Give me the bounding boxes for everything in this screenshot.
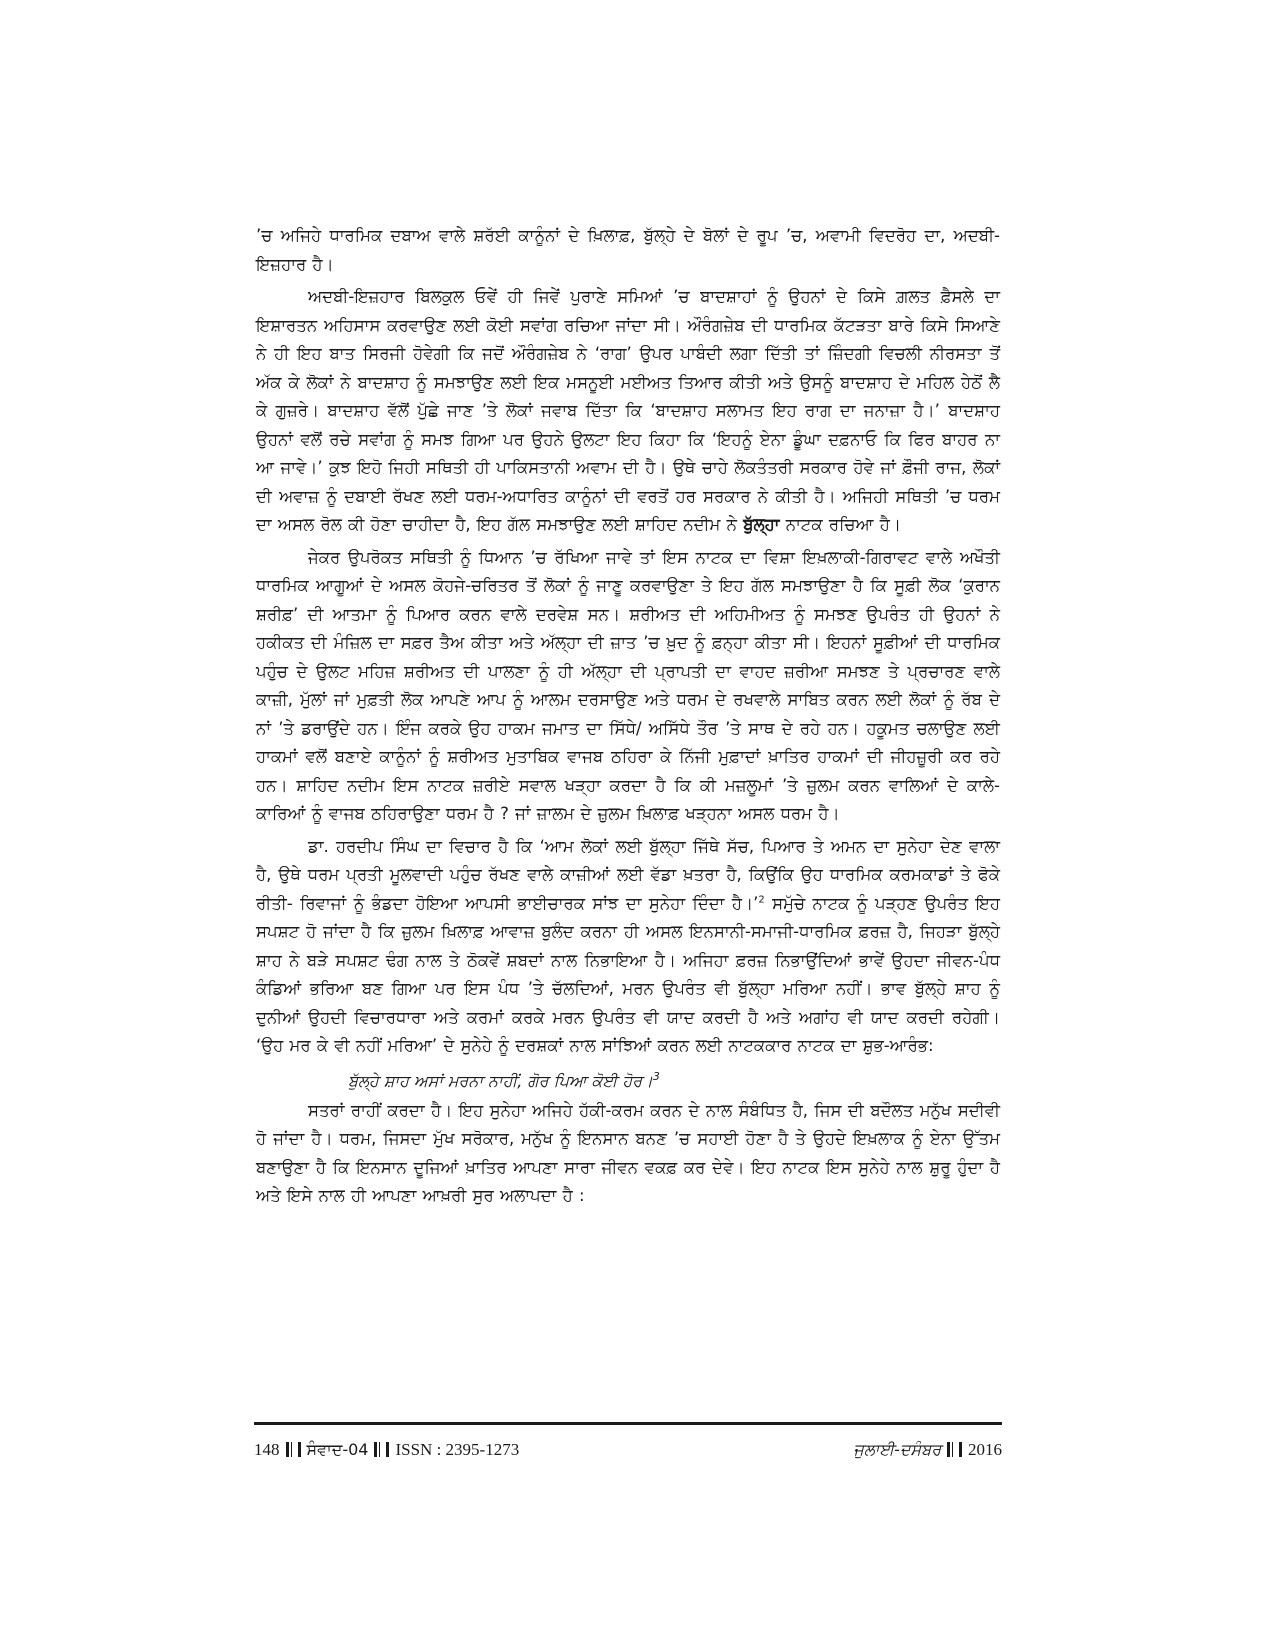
paragraph-2 xyxy=(256,283,1000,540)
separator-icon xyxy=(374,1442,389,1457)
separator-icon xyxy=(947,1442,962,1457)
footnote-ref-2[interactable]: 2 xyxy=(758,894,765,905)
publication-period: ਜੁਲਾਈ-ਦਸੰਬਰ xyxy=(853,1440,941,1459)
footnote-ref-3[interactable]: 3 xyxy=(652,1069,660,1083)
issn: ISSN : 2395-1273 xyxy=(395,1440,520,1459)
paragraph-5: ਸਤਰਾਂ ਰਾਹੀਂ ਕਰਦਾ ਹੈ। ਇਹ ਸੁਨੇਹਾ ਅਜਿਹੇ ਹੱਕੀ-ਕਰਮ ਕਰਨ ਦੇ ਨਾਲ ਸੰਬੰਧਿਤ ਹੈ, ਜਿਸ ਦੀ ਬਦੌਲਤ ਮਨੁੱਖ ਸਦੀਵੀ ਹੋ ਜਾਂਦਾ ਹੈ। ਧਰਮ, ਜਿਸਦਾ ਮੁੱਖ ਸਰੋਕਾਰ, ਮਨੁੱਖ ਨੂੰ ਇਨਸਾਨ ਬਨਣ ’ਚ ਸਹਾਈ ਹੋਣਾ ਹੈ ਤੇ ਉਹਦੇ ਇਖ਼ਲਾਕ ਨੂੰ ਏਨਾ ਉੱਤਮ ਬਣਾਉਣਾ ਹੈ ਕਿ ਇਨਸਾਨ ਦੂਜਿਆਂ ਖ਼ਾਤਿਰ ਆਪਣਾ ਸਾਰਾ ਜੀਵਨ ਵਕਫ਼ ਕਰ ਦੇਵੇ। ਇਹ ਨਾਟਕ ਇਸ ਸੁਨੇਹੇ ਨਾਲ ਸ਼ੁਰੂ ਹੁੰਦਾ ਹੈ ਅਤੇ ਇਸੇ ਨਾਲ ਹੀ ਆਪਣਾ ਆਖ਼ਰੀ ਸੁਰ ਅਲਾਪਦਾ ਹੈ : xyxy=(256,1100,1000,1206)
paragraph-2-text: ਅਦਬੀ-ਇਜ਼ਹਾਰ ਬਿਲਕੁਲ ਓਵੇਂ ਹੀ ਜਿਵੇਂ ਪੁਰਾਣੇ ਸਮਿਆਂ ’ਚ ਬਾਦਸ਼ਾਹਾਂ ਨੂੰ ਉਹਨਾਂ ਦੇ ਕਿਸੇ ਗ਼ਲਤ ਫ਼ੈਸਲੇ ਦਾ ਇਸ਼ਾਰਤਨ ਅਹਿਸਾਸ ਕਰਵਾਉਣ ਲਈ ਕੋਈ ਸਵਾਂਗ ਰਚਿਆ ਜਾਂਦਾ ਸੀ। ਔਰੰਗਜ਼ੇਬ ਦੀ ਧਾਰਮਿਕ ਕੱਟੜਤਾ ਬਾਰੇ ਕਿਸੇ ਸਿਆਣੇ ਨੇ ਹੀ ਇਹ ਬਾਤ ਸਿਰਜੀ ਹੋਵੇਗੀ ਕਿ ਜਦੋਂ ਔਰੰਗਜ਼ੇਬ ਨੇ ‘ਰਾਗ’ ਉਪਰ ਪਾਬੰਦੀ ਲਗਾ ਦਿੱਤੀ ਤਾਂ ਜ਼ਿੰਦਗੀ ਵਿਚਲੀ ਨੀਰਸਤਾ ਤੋਂ ਅੱਕ ਕੇ ਲੋਕਾਂ ਨੇ ਬਾਦਸ਼ਾਹ ਨੂੰ ਸਮਝਾਉਣ ਲਈ ਇਕ ਮਸਨੂਈ ਮਈਅਤ ਤਿਆਰ ਕੀਤੀ ਅਤੇ ਉਸਨੂੰ ਬਾਦਸ਼ਾਹ ਦੇ ਮਹਿਲ ਹੇਠੋਂ ਲੈ ਕੇ ਗੁਜ਼ਰੇ। ਬਾਦਸ਼ਾਹ ਵੱਲੋਂ ਪੁੱਛੇ ਜਾਣ ’ਤੇ ਲੋਕਾਂ ਜਵਾਬ ਦਿੱਤਾ ਕਿ ‘ਬਾਦਸ਼ਾਹ ਸਲਾਮਤ ਇਹ ਰਾਗ ਦਾ ਜਨਾਜ਼ਾ ਹੈ।’ ਬਾਦਸ਼ਾਹ ਉਹਨਾਂ ਵਲੋਂ ਰਚੇ ਸਵਾਂਗ ਨੂੰ ਸਮਝ ਗਿਆ ਪਰ ਉਹਨੇ ਉਲਟਾ ਇਹ ਕਿਹਾ ਕਿ ‘ਇਹਨੂੰ ਏਨਾ ਡੂੰਘਾ ਦਫ਼ਨਾਓ ਕਿ ਫਿਰ ਬਾਹਰ ਨਾ ਆ ਜਾਵੇ।’ ਕੁਝ ਇਹੋ ਜਿਹੀ ਸਥਿਤੀ ਹੀ ਪਾਕਿਸਤਾਨੀ ਅਵਾਮ ਦੀ ਹੈ। ਉਥੇ ਚਾਹੇ ਲੋਕਤੰਤਰੀ ਸਰਕਾਰ ਹੋਵੇ ਜਾਂ ਫ਼ੌਜੀ ਰਾਜ, ਲੋਕਾਂ ਦੀ ਅਵਾਜ਼ ਨੂੰ ਦਬਾਈ ਰੱਖਣ ਲਈ ਧਰਮ-ਅਧਾਰਿਤ ਕਾਨੂੰਨਾਂ ਦੀ ਵਰਤੋਂ ਹਰ ਸਰਕਾਰ ਨੇ ਕੀਤੀ ਹੈ। ਅਜਿਹੀ ਸਥਿਤੀ ’ਚ ਧਰਮ ਦਾ ਅਸਲ ਰੋਲ ਕੀ ਹੋਣਾ ਚਾਹੀਦਾ ਹੈ, ਇਹ ਗੱਲ ਸਮਝਾਉਣ ਲਈ ਸ਼ਾਹਿਦ ਨਦੀਮ ਨੇ xyxy=(256,287,1000,534)
page-number: 148 xyxy=(254,1440,280,1459)
page-body xyxy=(256,222,1000,1215)
paragraph-3: ਜੇਕਰ ਉਪਰੋਕਤ ਸਥਿਤੀ ਨੂੰ ਧਿਆਨ ’ਚ ਰੱਖਿਆ ਜਾਵੇ ਤਾਂ ਇਸ ਨਾਟਕ ਦਾ ਵਿਸ਼ਾ ਇਖ਼ਲਾਕੀ-ਗਿਰਾਵਟ ਵਾਲੇ ਅਖੌਤੀ ਧਾਰਮਿਕ ਆਗੂਆਂ ਦੇ ਅਸਲ ਕੋਹਜੇ-ਚਰਿਤਰ ਤੋਂ ਲੋਕਾਂ ਨੂੰ ਜਾਣੂ ਕਰਵਾਉਣਾ ਤੇ ਇਹ ਗੱਲ ਸਮਝਾਉਣਾ ਹੈ ਕਿ ਸੂਫ਼ੀ ਲੋਕ ‘ਕੁਰਾਨ ਸ਼ਰੀਫ਼’ ਦੀ ਆਤਮਾ ਨੂੰ ਪਿਆਰ ਕਰਨ ਵਾਲੇ ਦਰਵੇਸ਼ ਸਨ। ਸ਼ਰੀਅਤ ਦੀ ਅਹਿਮੀਅਤ ਨੂੰ ਸਮਝਣ ਉਪਰੰਤ ਹੀ ਉਹਨਾਂ ਨੇ ਹਕੀਕਤ ਦੀ ਮੰਜ਼ਿਲ ਦਾ ਸਫ਼ਰ ਤੈਅ ਕੀਤਾ ਅਤੇ ਅੱਲ੍ਹਾ ਦੀ ਜ਼ਾਤ ’ਚ ਖ਼ੁਦ ਨੂੰ ਫ਼ਨ੍ਹਾ ਕੀਤਾ ਸੀ। ਇਹਨਾਂ ਸੂਫ਼ੀਆਂ ਦੀ ਧਾਰਮਿਕ ਪਹੁੰਚ ਦੇ ਉਲਟ ਮਹਿਜ਼ ਸ਼ਰੀਅਤ ਦੀ ਪਾਲਣਾ ਨੂੰ ਹੀ ਅੱਲ੍ਹਾ ਦੀ ਪ੍ਰਾਪਤੀ ਦਾ ਵਾਹਦ ਜ਼ਰੀਆ ਸਮਝਣ ਤੇ ਪ੍ਰਚਾਰਣ ਵਾਲੇ ਕਾਜ਼ੀ, ਮੁੱਲਾਂ ਜਾਂ ਮੁਫ਼ਤੀ ਲੋਕ ਆਪਣੇ ਆਪ ਨੂੰ ਆਲਮ ਦਰਸਾਉਣ ਅਤੇ ਧਰਮ ਦੇ ਰਖਵਾਲੇ ਸਾਬਿਤ ਕਰਨ ਲਈ ਲੋਕਾਂ ਨੂੰ ਰੱਬ ਦੇ ਨਾਂ ’ਤੇ ਡਰਾਉਂਦੇ ਹਨ। ਇੰਜ ਕਰਕੇ ਉਹ ਹਾਕਮ ਜਮਾਤ ਦਾ ਸਿੱਧੇ/ ਅਸਿੱਧੇ ਤੌਰ ’ਤੇ ਸਾਥ ਦੇ ਰਹੇ ਹਨ। ਹਕੂਮਤ ਚਲਾਉਣ ਲਈ ਹਾਕਮਾਂ ਵਲੋਂ ਬਣਾਏ ਕਾਨੂੰਨਾਂ ਨੂੰ ਸ਼ਰੀਅਤ ਮੁਤਾਬਿਕ ਵਾਜਬ ਠਹਿਰਾ ਕੇ ਨਿੱਜੀ ਮੁਫ਼ਾਦਾਂ ਖ਼ਾਤਿਰ ਹਾਕਮਾਂ ਦੀ ਜੀਹਜ਼ੂਰੀ ਕਰ ਰਹੇ ਹਨ। ਸ਼ਾਹਿਦ ਨਦੀਮ ਇਸ ਨਾਟਕ ਜ਼ਰੀਏ ਸਵਾਲ ਖੜ੍ਹਾ ਕਰਦਾ ਹੈ ਕਿ ਕੀ ਮਜ਼ਲੂਮਾਂ ’ਤੇ ਜ਼ੁਲਮ ਕਰਨ ਵਾਲਿਆਂ ਦੇ ਕਾਲੇ-ਕਾਰਿਆਂ ਨੂੰ ਵਾਜਬ ਠਹਿਰਾਉਣਾ ਧਰਮ ਹੈ ? ਜਾਂ ਜ਼ਾਲਮ ਦੇ ਜ਼ੁਲਮ ਖ਼ਿਲਾਫ਼ ਖੜ੍ਹਨਾ ਅਸਲ ਧਰਮ ਹੈ। xyxy=(256,547,1000,823)
verse-text: ਬੁੱਲ੍ਹੇ ਸ਼ਾਹ ਅਸਾਂ ਮਰਨਾ ਨਾਹੀਂ, ਗੋਰ ਪਿਆ ਕੋਈ ਹੋਰ। xyxy=(348,1070,653,1090)
journal-issue: ਸੰਵਾਦ-04 xyxy=(306,1440,369,1459)
page-footer xyxy=(254,1436,1002,1464)
paragraph-4-text: ਸਮੁੱਚੇ ਨਾਟਕ ਨੂੰ ਪੜ੍ਹਣ ਉਪਰੰਤ ਇਹ ਸਪਸ਼ਟ ਹੋ ਜਾਂਦਾ ਹੈ ਕਿ ਜ਼ੁਲਮ ਖ਼ਿਲਾਫ਼ ਆਵਾਜ਼ ਬੁਲੰਦ ਕਰਨਾ ਹੀ ਅਸਲ ਇਨਸਾਨੀ-ਸਮਾਜੀ-ਧਾਰਮਿਕ ਫ਼ਰਜ਼ ਹੈ, ਜਿਹੜਾ ਬੁੱਲ੍ਹੇ ਸ਼ਾਹ ਨੇ ਬੜੇ ਸਪਸ਼ਟ ਢੰਗ ਨਾਲ ਤੇ ਠੋਕਵੇਂ ਸ਼ਬਦਾਂ ਨਾਲ ਨਿਭਾਇਆ ਹੈ। ਅਜਿਹਾ ਫ਼ਰਜ਼ ਨਿਭਾਉਂਦਿਆਂ ਭਾਵੇਂ ਉਹਦਾ ਜੀਵਨ-ਪੰਧ ਕੰਡਿਆਂ ਭਰਿਆ ਬਣ ਗਿਆ ਪਰ ਇਸ ਪੰਧ ’ਤੇ ਚੱਲਦਿਆਂ, ਮਰਨ ਉਪਰੰਤ ਵੀ ਬੁੱਲ੍ਹਾ ਮਰਿਆ ਨਹੀਂ। ਭਾਵ ਬੁੱਲ੍ਹੇ ਸ਼ਾਹ ਨੂੰ ਦੁਨੀਆਂ ਉਹਦੀ ਵਿਚਾਰਧਾਰਾ ਅਤੇ ਕਰਮਾਂ ਕਰਕੇ ਮਰਨ ਉਪਰੰਤ ਵੀ ਯਾਦ ਕਰਦੀ ਹੈ ਅਤੇ ਅਗਾਂਹ ਵੀ ਯਾਦ ਕਰਦੀ ਰਹੇਗੀ। ‘ਉਹ ਮਰ ਕੇ ਵੀ ਨਹੀਂ ਮਰਿਆ’ ਦੇ ਸੁਨੇਹੇ ਨੂੰ ਦਰਸ਼ਕਾਂ ਨਾਲ ਸਾਂਝਿਆਂ ਕਰਨ ਲਈ ਨਾਟਕਕਾਰ ਨਾਟਕ ਦਾ ਸ਼ੁਭ-ਆਰੰਭ: xyxy=(256,893,1000,1055)
paragraph-2-tail: ਨਾਟਕ ਰਚਿਆ ਹੈ। xyxy=(779,515,901,534)
footer-right xyxy=(853,1436,1002,1464)
footer-rule xyxy=(254,1422,1002,1425)
paragraph-4 xyxy=(256,833,1000,1061)
publication-year: 2016 xyxy=(968,1440,1002,1459)
play-title-bulla: ਬੁੱਲ੍ਹਾ xyxy=(743,515,780,534)
separator-icon xyxy=(286,1442,301,1457)
footer-left xyxy=(254,1436,519,1464)
paragraph-4-quote: ਡਾ. ਹਰਦੀਪ ਸਿੰਘ ਦਾ ਵਿਚਾਰ ਹੈ ਕਿ ‘ਆਮ ਲੋਕਾਂ ਲਈ ਬੁੱਲ੍ਹਾ ਜਿੱਥੇ ਸੱਚ, ਪਿਆਰ ਤੇ ਅਮਨ ਦਾ ਸੁਨੇਹਾ ਦੇਣ ਵਾਲਾ ਹੈ, ਉਥੇ ਧਰਮ ਪ੍ਰਤੀ ਮੂਲਵਾਦੀ ਪਹੁੰਚ ਰੱਖਣ ਵਾਲੇ ਕਾਜ਼ੀਆਂ ਲਈ ਵੱਡਾ ਖ਼ਤਰਾ ਹੈ, ਕਿਉਂਕਿ ਉਹ ਧਾਰਮਿਕ ਕਰਮਕਾਡਾਂ ਤੇ ਫੋਕੇ ਰੀਤੀ- ਰਿਵਾਜਾਂ ਨੂੰ ਭੰਡਦਾ ਹੋਇਆ ਆਪਸੀ ਭਾਈਚਾਰਕ ਸਾਂਝ ਦਾ ਸੁਨੇਹਾ ਦਿੰਦਾ ਹੈ।’ xyxy=(256,836,1000,913)
verse-quote xyxy=(256,1063,1000,1095)
paragraph-1: ’ਚ ਅਜਿਹੇ ਧਾਰਮਿਕ ਦਬਾਅ ਵਾਲੇ ਸ਼ਰੱਈ ਕਾਨੂੰਨਾਂ ਦੇ ਖ਼ਿਲਾਫ਼, ਬੁੱਲ੍ਹੇ ਦੇ ਬੋਲਾਂ ਦੇ ਰੂਪ ’ਚ, ਅਵਾਮੀ ਵਿਦਰੋਹ ਦਾ, ਅਦਬੀ-ਇਜ਼ਹਾਰ ਹੈ। xyxy=(256,226,1000,274)
